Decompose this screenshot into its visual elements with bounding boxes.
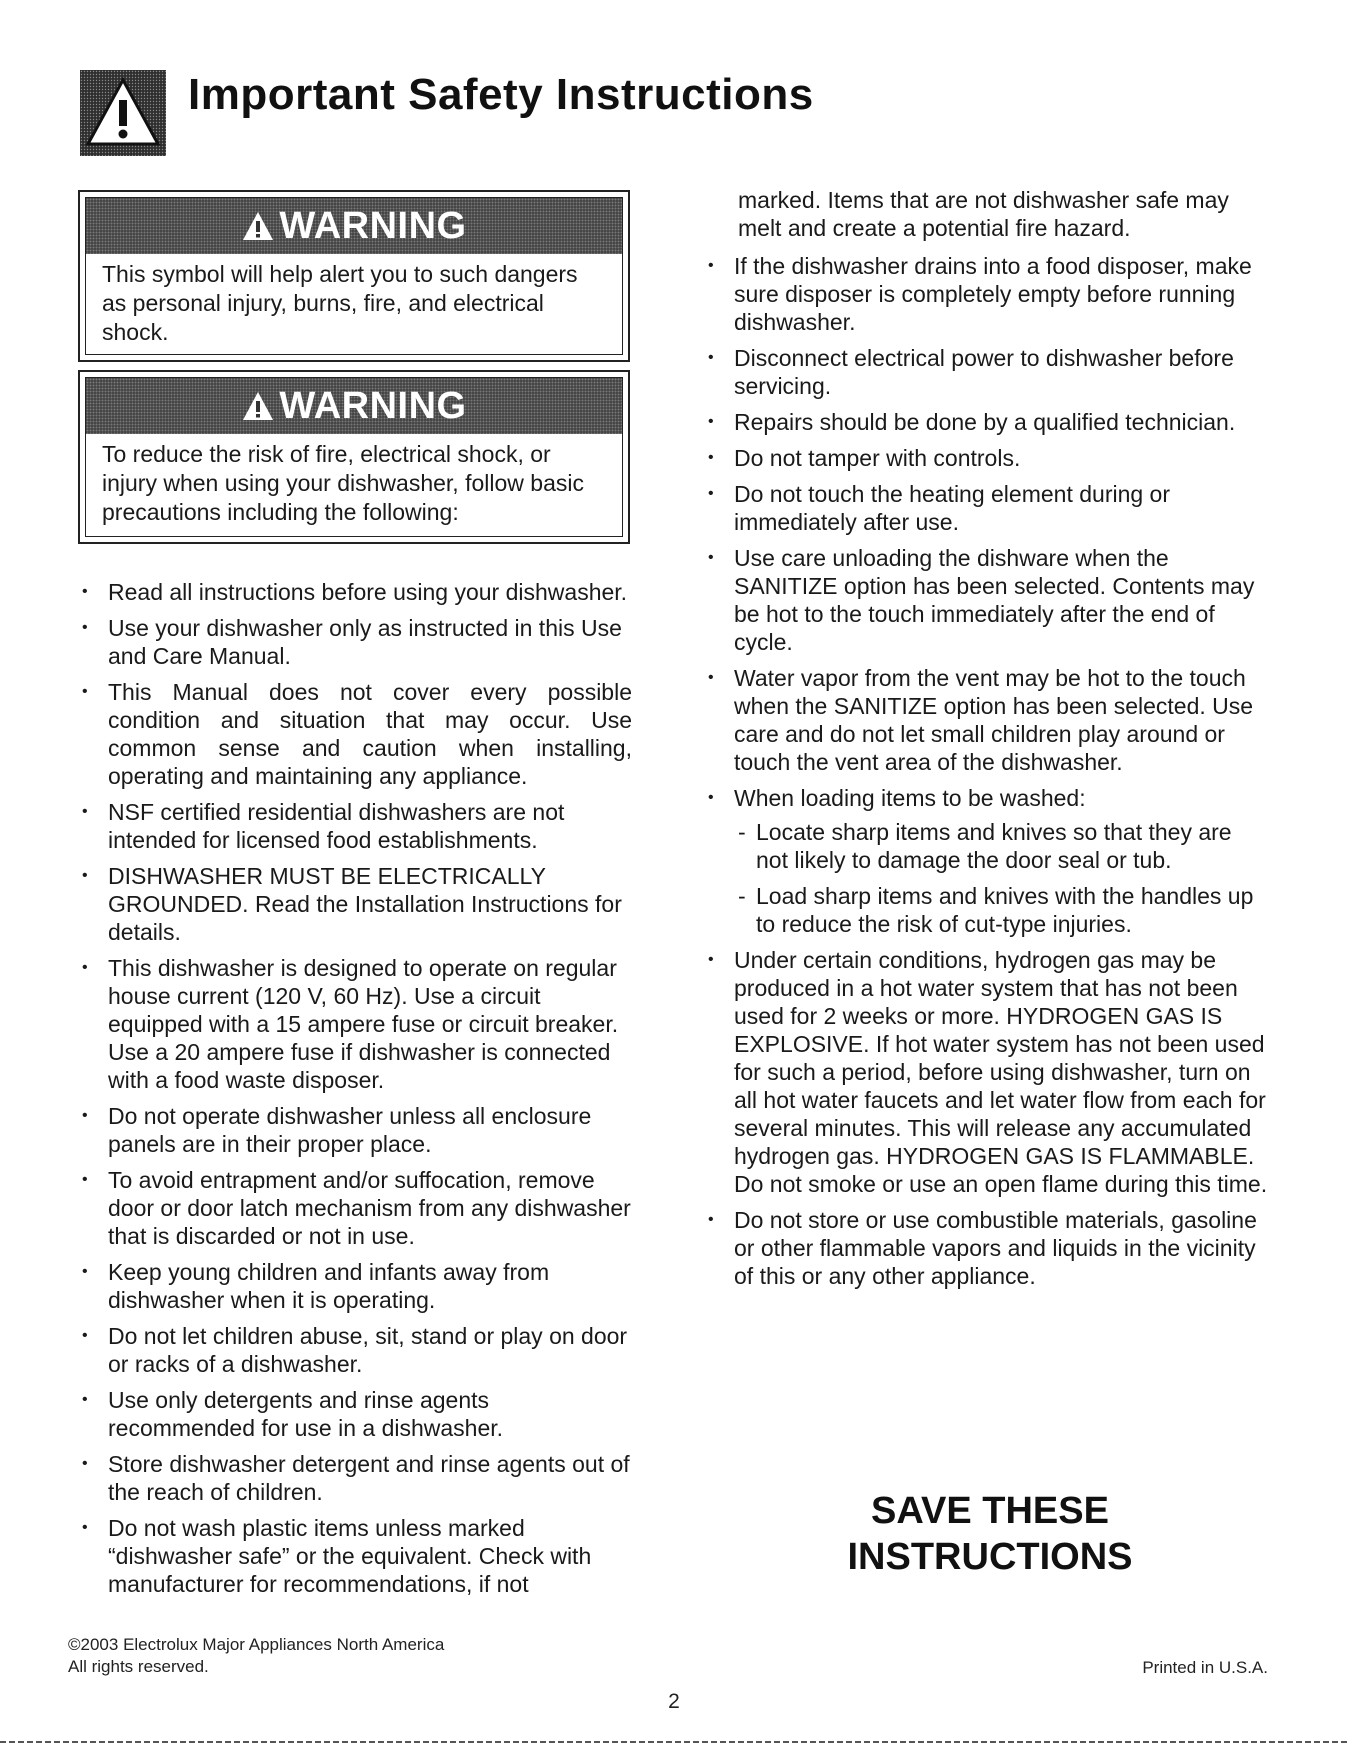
list-item: • When loading items to be washed: - Locate sharp items and knives so that they are not likely to damage the door seal or tub. - Load sharp items and knives with the handles up to reduce the risk of cut-type injuries. [708,784,1268,938]
footer-copyright [68,1634,444,1678]
warning-triangle-icon [241,210,275,242]
list-item: • Under certain conditions, hydrogen gas may be produced in a hot water system that has not been used for 2 weeks or more. HYDROGEN GAS IS EXPLOSIVE. If hot water system has not been used for such a period, before using dishwasher, turn on all hot water faucets and let water flow from each for several minutes. This will release any accumulated hydrogen gas. HYDROGEN GAS IS FLAMMABLE. Do not smoke or use an open flame during this time. [708,947,1268,1197]
copyright-text: ©2003 Electrolux Major Appliances North America [68,1635,445,1654]
list-item: • Do not operate dishwasher unless all enclosure panels are in their proper place. [82,1103,592,1157]
list-item: • Use your dishwasher only as instructed in this Use and Care Manual. [82,615,622,669]
warning-text: This symbol will help alert you to such dangers as personal injury, burns, fire, and electrical shock. [102,261,578,345]
list-item: • Water vapor from the vent may be hot to the touch when the SANITIZE option has been selected. Use care and do not let small children play around or touch the vent area of the dishwasher. [708,665,1254,775]
bottom-rule [0,1741,1348,1743]
warning-label: WARNING [279,204,467,247]
right-column [708,186,1268,1298]
warning-text: To reduce the risk of fire, electrical shock, or injury when using your dishwasher, follow basic precautions including the following: [102,441,584,525]
save-line-1: SAVE THESE [871,1490,1109,1532]
list-item: • Disconnect electrical power to dishwasher before servicing. [708,345,1234,399]
list-item: • Use care unloading the dishware when the SANITIZE option has been selected. Contents may be hot to the touch immediately after the end of cycle. [708,545,1255,655]
list-item: • Do not touch the heating element during or immediately after use. [708,481,1171,535]
warning-box-symbol [78,190,630,362]
list-item: • Repairs should be done by a qualified technician. [708,409,1236,435]
printed-in: Printed in U.S.A. [1142,1658,1268,1677]
rights-text: All rights reserved. [68,1657,209,1676]
list-item: • This Manual does not cover every possible condition and situation that may occur. Use common sense and caution when installing, operating and maintaining any appliance. [82,679,632,789]
list-item: • Store dishwasher detergent and rinse agents out of the reach of children. [82,1451,630,1505]
list-item: • Keep young children and infants away from dishwasher when it is operating. [82,1259,550,1313]
list-item: • Use only detergents and rinse agents recommended for use in a dishwasher. [82,1387,504,1441]
save-instructions-heading [760,1488,1220,1580]
list-item: • To avoid entrapment and/or suffocation, remove door or door latch mechanism from any dishwasher that is discarded or not in use. [82,1167,631,1249]
page-number: 2 [668,1690,680,1713]
sub-list-item: - Load sharp items and knives with the handles up to reduce the risk of cut-type injuries. [738,883,1254,937]
safety-list-right [708,252,1268,1290]
page-header [80,68,814,158]
list-item: • DISHWASHER MUST BE ELECTRICALLY GROUNDED. Read the Installation Instructions for details. [82,863,622,945]
save-line-2: INSTRUCTIONS [847,1536,1133,1578]
list-item: • If the dishwasher drains into a food disposer, make sure disposer is completely empty before running dishwasher. [708,253,1252,335]
list-item: • Do not store or use combustible materials, gasoline or other flammable vapors and liquids in the vicinity of this or any other appliance. [708,1207,1257,1289]
warning-triangle-icon [80,70,166,156]
list-item: • This dishwasher is designed to operate on regular house current (120 V, 60 Hz). Use a circuit equipped with a 15 ampere fuse or circuit breaker. Use a 20 ampere fuse if dishwasher is connected with a food waste disposer. [82,955,619,1093]
list-item: • Do not wash plastic items unless marked “dishwasher safe” or the equivalent. Check with manufacturer for recommendations, if not [82,1515,592,1597]
continued-text: marked. Items that are not dishwasher safe may melt and create a potential fire hazard. [738,187,1229,241]
warning-box-precautions [78,370,630,544]
warning-banner [86,198,622,254]
sub-list-item: - Locate sharp items and knives so that they are not likely to damage the door seal or tub. [738,819,1232,873]
list-item: • NSF certified residential dishwashers are not intended for licensed food establishments. [82,799,565,853]
warning-label: WARNING [279,384,467,427]
page-title: Important Safety Instructions [188,70,814,119]
list-item: • Read all instructions before using your dishwasher. [82,579,628,605]
left-column [82,578,632,1606]
safety-list-left [82,578,632,1598]
list-item: • Do not let children abuse, sit, stand or play on door or racks of a dishwasher. [82,1323,628,1377]
warning-triangle-icon [241,390,275,422]
warning-banner [86,378,622,434]
loading-sublist [734,818,1268,938]
list-item: • Do not tamper with controls. [708,445,1021,471]
